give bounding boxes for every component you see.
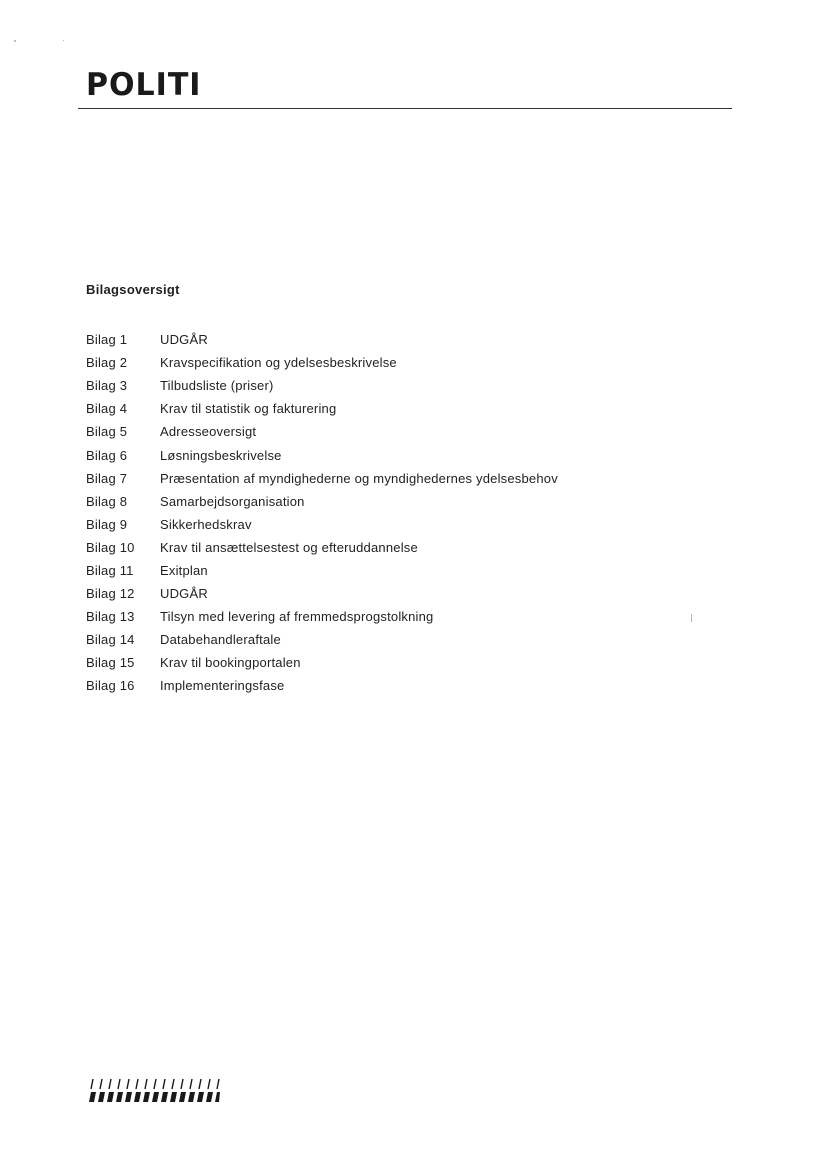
bilag-title: Implementeringsfase: [160, 678, 285, 694]
bilag-number: Bilag 13: [86, 609, 135, 625]
bilag-title: UDGÅR: [160, 586, 208, 602]
list-item: [86, 490, 558, 513]
list-item: [86, 397, 558, 420]
bilag-number: Bilag 4: [86, 401, 128, 417]
list-item: [86, 582, 558, 605]
politi-logo: POLITI: [86, 67, 202, 103]
bilag-number: Bilag 9: [86, 516, 128, 532]
list-item: [86, 420, 558, 443]
list-item: [86, 651, 558, 674]
bilag-number: Bilag 1: [86, 332, 128, 348]
bilag-title: Sikkerhedskrav: [160, 516, 252, 532]
bilag-title: Præsentation af myndighederne og myndighedernes ydelsesbehov: [160, 470, 558, 486]
bilag-number: Bilag 2: [86, 355, 128, 371]
bilag-number: Bilag 15: [86, 655, 135, 671]
bilag-title: Krav til statistik og fakturering: [160, 401, 337, 417]
scan-artifact: [63, 40, 64, 41]
list-item: [86, 467, 558, 490]
bilag-title: Løsningsbeskrivelse: [160, 447, 282, 463]
list-item: [86, 328, 558, 351]
list-item: [86, 351, 558, 374]
bilag-number: Bilag 12: [86, 586, 135, 602]
bilag-number: Bilag 11: [86, 562, 134, 578]
bilag-title: Tilbudsliste (priser): [160, 378, 274, 394]
bilag-number: Bilag 7: [86, 470, 128, 486]
bilag-title: Exitplan: [160, 562, 208, 578]
list-item: [86, 374, 558, 397]
bilag-number: Bilag 16: [86, 678, 135, 694]
bilag-title: Databehandleraftale: [160, 632, 281, 648]
bilag-title: Kravspecifikation og ydelsesbeskrivelse: [160, 355, 397, 371]
header-divider: [78, 108, 732, 109]
bilag-title: Samarbejdsorganisation: [160, 493, 305, 509]
bilag-number: Bilag 5: [86, 424, 128, 440]
footer-stripe-pattern: [88, 1078, 220, 1104]
bilag-title: Krav til bookingportalen: [160, 655, 301, 671]
bilag-title: Adresseoversigt: [160, 424, 257, 440]
list-item: [86, 536, 558, 559]
bilag-number: Bilag 14: [86, 632, 135, 648]
scan-artifact: [691, 614, 692, 622]
section-title: Bilagsoversigt: [86, 282, 180, 297]
bilag-title: Krav til ansættelsestest og efteruddannelse: [160, 539, 418, 555]
bilag-number: Bilag 8: [86, 493, 128, 509]
bilag-title: UDGÅR: [160, 332, 208, 348]
bilag-number: Bilag 6: [86, 447, 128, 463]
list-item: [86, 443, 558, 466]
list-item: [86, 628, 558, 651]
list-item: [86, 674, 558, 697]
bilag-number: Bilag 10: [86, 539, 135, 555]
list-item: [86, 605, 558, 628]
bilag-number: Bilag 3: [86, 378, 128, 394]
list-item: [86, 559, 558, 582]
list-item: [86, 513, 558, 536]
bilag-title: Tilsyn med levering af fremmedsprogstolkning: [160, 609, 434, 625]
scan-artifact: [14, 40, 16, 42]
bilag-list: [86, 328, 558, 698]
